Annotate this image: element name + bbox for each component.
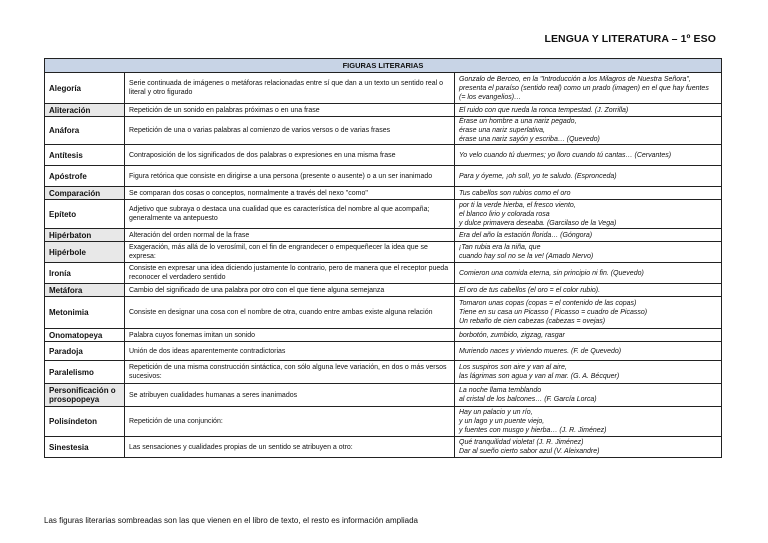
figure-definition: Repetición de una misma construcción sintáctica, con sólo alguna leve variación, en dos o más versos sucesivos: (125, 361, 455, 384)
figure-term: Paradoja (45, 342, 125, 361)
figure-definition: Se comparan dos cosas o conceptos, normalmente a través del nexo "como" (125, 187, 455, 200)
figure-definition: Consiste en designar una cosa con el nombre de otra, cuando entre ambas existe alguna relación (125, 297, 455, 329)
figure-example: ¡Tan rubia era la niña, que cuando hay sol no se la ve! (Amado Nervo) (455, 242, 722, 263)
table-row (45, 166, 722, 187)
figure-definition: Repetición de un sonido en palabras próximas o en una frase (125, 104, 455, 117)
figure-example: Para y óyeme, ¡oh sol!, yo te saludo. (Espronceda) (455, 166, 722, 187)
table-row (45, 200, 722, 229)
figure-definition: Las sensaciones y cualidades propias de un sentido se atribuyen a otro: (125, 437, 455, 458)
table-row (45, 329, 722, 342)
table-row (45, 342, 722, 361)
table-title: FIGURAS LITERARIAS (45, 59, 722, 73)
figure-term: Onomatopeya (45, 329, 125, 342)
figure-example: por ti la verde hierba, el fresco viento, el blanco lirio y colorada rosa y dulce primavera deseaba. (Garcilaso de la Vega) (455, 200, 722, 229)
figure-term: Apóstrofe (45, 166, 125, 187)
figure-definition: Figura retórica que consiste en dirigirse a una persona (presente o ausente) o a un ser inanimado (125, 166, 455, 187)
figure-example: Érase un hombre a una nariz pegado, érase una nariz superlativa, érase una nariz sayón y escriba… (Quevedo) (455, 117, 722, 145)
table-row (45, 145, 722, 166)
figure-term: Ironía (45, 263, 125, 284)
figure-term: Metáfora (45, 284, 125, 297)
figure-example: Gonzalo de Berceo, en la "Introducción a los Milagros de Nuestra Señora", presenta el paraíso (sentido real) como un prado (imagen) en el que hay fuentes (= los evangelios)… (455, 73, 722, 104)
figure-term: Metonimia (45, 297, 125, 329)
table-row (45, 229, 722, 242)
table-body (45, 73, 722, 458)
figure-term: Aliteración (45, 104, 125, 117)
figure-definition: Se atribuyen cualidades humanas a seres inanimados (125, 384, 455, 407)
figure-term: Hipérbaton (45, 229, 125, 242)
table-row (45, 297, 722, 329)
table-row (45, 242, 722, 263)
figure-definition: Contraposición de los significados de dos palabras o expresiones en una misma frase (125, 145, 455, 166)
figure-definition: Palabra cuyos fonemas imitan un sonido (125, 329, 455, 342)
table-row (45, 263, 722, 284)
figure-term: Paralelismo (45, 361, 125, 384)
figure-example: Hay un palacio y un río, y un lago y un puente viejo, y fuentes con musgo y hierba… (J. R. Jiménez) (455, 407, 722, 437)
figure-example: Era del año la estación florida… (Góngora) (455, 229, 722, 242)
figure-definition: Serie continuada de imágenes o metáforas relacionadas entre sí que dan a un texto un sentido real o literal y otro figurado (125, 73, 455, 104)
figure-example: borbotón, zumbido, zigzag, rasgar (455, 329, 722, 342)
figure-term: Alegoría (45, 73, 125, 104)
figure-example: Yo velo cuando tú duermes; yo lloro cuando tú cantas… (Cervantes) (455, 145, 722, 166)
figure-definition: Alteración del orden normal de la frase (125, 229, 455, 242)
figure-definition: Unión de dos ideas aparentemente contradictorias (125, 342, 455, 361)
figures-table (44, 58, 722, 458)
figure-term: Comparación (45, 187, 125, 200)
table-row (45, 117, 722, 145)
table-row (45, 407, 722, 437)
figure-example: Los suspiros son aire y van al aire, las lágrimas son agua y van al mar. (G. A. Bécquer) (455, 361, 722, 384)
figure-term: Anáfora (45, 117, 125, 145)
table-row (45, 284, 722, 297)
figure-example: El ruido con que rueda la ronca tempestad. (J. Zorrilla) (455, 104, 722, 117)
table-row (45, 187, 722, 200)
table-row (45, 73, 722, 104)
figure-example: Tus cabellos son rubios como el oro (455, 187, 722, 200)
figure-definition: Repetición de una conjunción: (125, 407, 455, 437)
table-row (45, 384, 722, 407)
figure-term: Polisíndeton (45, 407, 125, 437)
figure-example: La noche llama temblando al cristal de los balcones… (F. García Lorca) (455, 384, 722, 407)
figure-definition: Adjetivo que subraya o destaca una cualidad que es característica del nombre al que acompaña; generalmente va antepuesto (125, 200, 455, 229)
figure-example: Qué tranquilidad violeta! (J. R. Jiménez) Dar al sueño cierto sabor azul (V. Aleixandre) (455, 437, 722, 458)
figure-definition: Consiste en expresar una idea diciendo justamente lo contrario, pero de manera que el receptor pueda reconocer el verdadero sentido (125, 263, 455, 284)
page-header: LENGUA Y LITERATURA – 1º ESO (544, 33, 716, 45)
table-row (45, 361, 722, 384)
footer-note: Las figuras literarias sombreadas son las que vienen en el libro de texto, el resto es información ampliada (44, 516, 418, 525)
figure-definition: Exageración, más allá de lo verosímil, con el fin de engrandecer o empequeñecer la idea que se expresa: (125, 242, 455, 263)
table-row (45, 437, 722, 458)
figure-definition: Repetición de una o varias palabras al comienzo de varios versos o de varias frases (125, 117, 455, 145)
figure-term: Sinestesia (45, 437, 125, 458)
figure-example: El oro de tus cabellos (el oro = el color rubio). (455, 284, 722, 297)
figure-term: Epíteto (45, 200, 125, 229)
table-row (45, 104, 722, 117)
figure-term: Personificación o prosopopeya (45, 384, 125, 407)
figure-definition: Cambio del significado de una palabra por otro con el que tiene alguna semejanza (125, 284, 455, 297)
figure-term: Antítesis (45, 145, 125, 166)
figure-term: Hipérbole (45, 242, 125, 263)
figure-example: Muriendo naces y viviendo mueres. (F. de Quevedo) (455, 342, 722, 361)
figure-example: Comieron una comida eterna, sin principio ni fin. (Quevedo) (455, 263, 722, 284)
figure-example: Tomaron unas copas (copas = el contenido de las copas) Tiene en su casa un Picasso ( Picasso = cuadro de Picasso) Un rebaño de cien cabezas (cabezas = ovejas) (455, 297, 722, 329)
